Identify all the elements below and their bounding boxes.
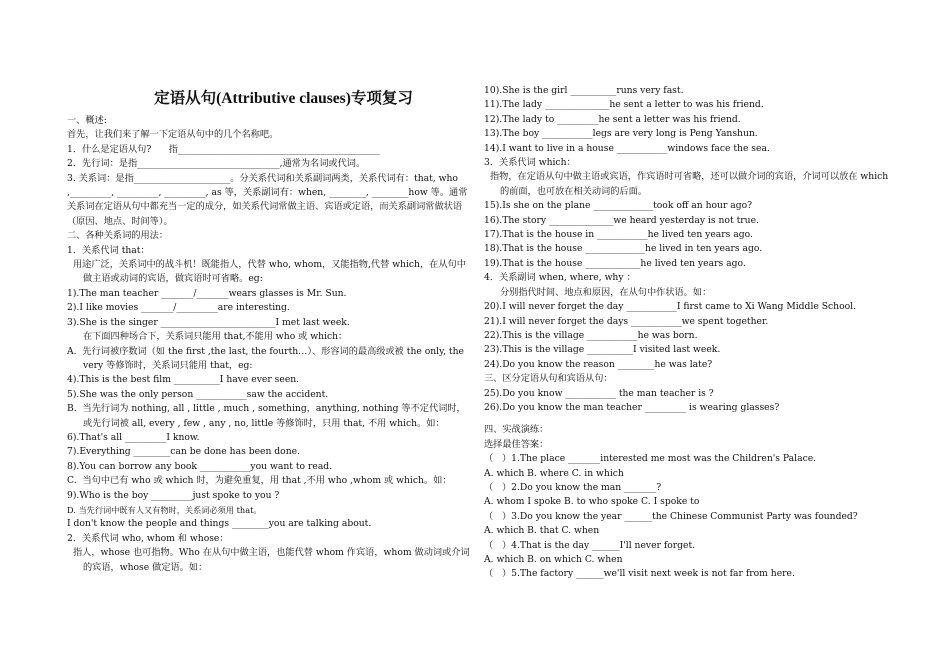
right-line: 4．关系副词 when, where, why ： — [484, 272, 636, 284]
left-line: A. 先行词被序数词（如 the first ,the last, the fourth…）、形容词的最高级或被 the only, the very 等修饰时，关系词只能用 that，eg: — [67, 345, 467, 371]
right-line: 选择最佳答案： — [484, 438, 549, 450]
left-line: 5).She was the only person ___________saw the accident. — [67, 388, 329, 400]
right-line: 20).I will never forget the day ___________I first came to Xi Wang Middle School. — [484, 301, 857, 313]
left-line: 在下面四种场合下，关系词只能用 that,不能用 who 或 which： — [83, 331, 348, 343]
left-line: C. 当句中已有 who 或 which 时，为避免重复，用 that ,不用 who ,whom 或 which。如： — [67, 475, 452, 487]
right-line: 24).Do you know the reason ________he was late? — [484, 358, 713, 370]
left-line: 1．什么是定语从句? 指____________________________________________ — [67, 143, 381, 155]
right-line: 25).Do you know ___________ the man teacher is ? — [484, 387, 714, 399]
document-title: 定语从句(Attributive clauses)专项复习 — [154, 90, 413, 107]
left-column — [67, 86, 470, 575]
right-line: 17).That is the house in ___________he lived ten years ago. — [484, 229, 753, 241]
right-line: （ ）3.Do you know the year ______the Chinese Communist Party was founded? — [484, 510, 858, 522]
right-line: A. whom I spoke B. to who spoke C. I spoke to — [484, 496, 700, 508]
left-line: 用途广泛，关系词中的战斗机！既能指人，代替 who, whom，又能指物,代替 which，在从句中做主语或动词的宾语，做宾语时可省略。eg: — [73, 259, 466, 285]
right-line: A. which B. that C. when — [484, 525, 600, 537]
right-line: A. which B. on which C. when — [484, 554, 623, 565]
left-lines — [67, 114, 470, 575]
right-line: 21).I will never forget the days ___________we spent together. — [484, 315, 769, 327]
left-line: 2．关系代词 who, whom 和 whose： — [67, 532, 229, 544]
right-lines — [484, 84, 894, 582]
left-line: 1．关系代词 that： — [67, 244, 150, 256]
right-line: 三、区分定语从句和宾语从句： — [484, 373, 613, 385]
left-line: 7).Everything ________can be done has been done. — [67, 446, 300, 458]
right-line: 22).This is the village ___________he was born. — [484, 329, 698, 341]
right-line: 18).That is the house _____________he lived in ten years ago. — [484, 243, 763, 255]
right-line: A. which B. where C. in which — [484, 467, 624, 479]
right-line: 12).The lady to _________he sent a letter was his friend. — [484, 113, 741, 125]
right-line: 26).Do you know the man teacher _________ is wearing glasses? — [484, 401, 780, 413]
left-line: 3. 关系词：是指_____________________。分关系代词和关系副词两类，关系代词有：that, who ,_________, _________, _________, as 等，关系副词有：when, ________, ________how 等。通常关系词在定语从句中都充当一定的成分，如关系代词常做主语、宾语或定语，而关系副词常做状语（原因、地点、时间等）。 — [67, 172, 468, 227]
right-line: （ ）4.That is the day ______I'll never forget. — [484, 539, 696, 551]
left-line: 3).She is the singer _________________________I met last week. — [67, 316, 350, 328]
left-line: 1).The man teacher _______/_______wears glasses is Mr. Sun. — [67, 287, 347, 299]
right-line: （ ）1.The place _______interested me most was the Children's Palace. — [484, 453, 817, 465]
right-line: 11).The lady ______________he sent a letter to was his friend. — [484, 99, 764, 111]
right-line: 指物，在定语从句中做主语或宾语，作宾语时可省略，还可以做介词的宾语，介词可以放在 which 的前面，也可放在相关动词的后面。 — [490, 171, 892, 197]
left-line: D. 当先行词中既有人又有物时，关系词必须用 that。 — [67, 504, 262, 515]
right-line: 分别指代时间、地点和原因，在从句中作状语。如： — [500, 286, 712, 298]
left-line: 首先，让我们来了解一下定语从句中的几个名称吧。 — [67, 129, 279, 141]
right-line: （ ）2.Do you know the man _______? — [484, 481, 662, 493]
right-line: （ ）5.The factory ______we'll visit next week is not far from here. — [484, 568, 795, 580]
right-line: 10).She is the girl __________runs very fast. — [484, 85, 684, 96]
left-line: 2).I like movies _______/_________are interesting. — [67, 302, 290, 314]
left-line: 2．先行词：是指_______________________________,通常为名词或代词。 — [67, 158, 366, 170]
left-line: 6).That's all _________I know. — [67, 431, 200, 443]
left-line: 8).You can borrow any book ___________you want to read. — [67, 460, 333, 472]
right-line: 13).The boy ___________legs are very long is Peng Yanshun. — [484, 128, 758, 140]
right-column — [484, 84, 894, 582]
left-line: 一、概述: — [67, 115, 107, 126]
right-line: 15).Is she on the plane _____________took off an hour ago? — [484, 200, 753, 212]
left-line: 指人，whose 也可指物。Who 在从句中做主语，也能代替 whom 作宾语，whom 做动词或介词的宾语，whose 做定语。如： — [73, 547, 470, 573]
left-line: 二、各种关系词的用法： — [67, 230, 169, 242]
right-line: 19).That is the house ____________he lived ten years ago. — [484, 257, 746, 269]
left-line: 9).Who is the boy _________just spoke to you ? — [67, 489, 280, 501]
left-line: 4).This is the best film __________I have ever seen. — [67, 374, 300, 386]
right-line — [484, 415, 894, 423]
right-line: 14).I want to live in a house ___________windows face the sea. — [484, 142, 770, 154]
right-line: 四、实战演练： — [484, 424, 549, 436]
right-line: 16).The story ______________we heard yesterday is not true. — [484, 214, 759, 226]
right-line: 23).This is the village __________I visited last week. — [484, 344, 721, 356]
right-line: 3．关系代词 which： — [484, 157, 576, 169]
left-line: I don't know the people and things ________you are talking about. — [67, 518, 372, 530]
left-line: B. 当先行词为 nothing, all , little , much , something，anything, nothing 等不定代词时，或先行词被 all, every , few , any , no, little 等修饰时，只用 that, 不用 which。如： — [67, 403, 466, 429]
